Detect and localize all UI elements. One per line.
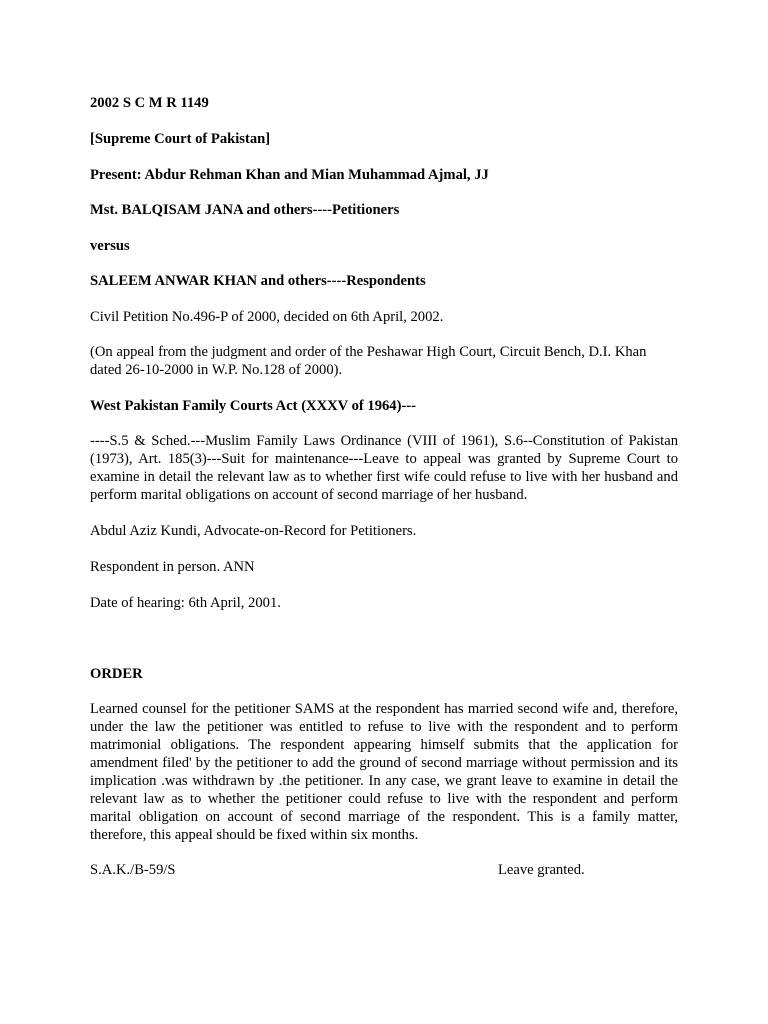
court-name: [Supreme Court of Pakistan] bbox=[90, 131, 271, 147]
order-heading: ORDER bbox=[90, 666, 143, 682]
order-result: Leave granted. bbox=[498, 862, 585, 878]
petitioners: Mst. BALQISAM JANA and others----Petitioners bbox=[90, 202, 400, 218]
appeal-info: (On appeal from the judgment and order of the Peshawar High Court, Circuit Bench, D.I. Khan dated 26-10-2000 in W.P. No.128 of 2000). bbox=[90, 344, 647, 378]
counsel: Abdul Aziz Kundi, Advocate-on-Record for Petitioners. bbox=[90, 523, 417, 539]
headnote: ----S.5 & Sched.---Muslim Family Laws Ordinance (VIII of 1961), S.6--Constitution of Pakistan (1973), Art. 185(3)---Suit for maintenance---Leave to appeal was granted by Supreme Court to examine in detail the relevant law as to whether first wife could refuse to live with her husband and perform marital obligations on account of second marriage of her husband. bbox=[90, 433, 678, 503]
hearing-date: Date of hearing: 6th April, 2001. bbox=[90, 595, 281, 611]
reference-code: S.A.K./B-59/S bbox=[90, 862, 176, 878]
versus: versus bbox=[90, 238, 130, 254]
respondents: SALEEM ANWAR KHAN and others----Respondents bbox=[90, 273, 426, 289]
order-body: Learned counsel for the petitioner SAMS at the respondent has married second wife and, therefore, under the law the petitioner was entitled to refuse to live with the respondent and to perform matrimonial obligations. The respondent appearing himself submits that the application for amendment filed' by the petitioner to add the ground of second marriage without permission and its implication .was withdrawn by .the petitioner. In any case, we grant leave to examine in detail the relevant law as to whether the petitioner could refuse to live with the respondent and perform marital obligation on account of second marriage of the respondent. This is a family matter, therefore, this appeal should be fixed within six months. bbox=[90, 701, 678, 843]
act-heading: West Pakistan Family Courts Act (XXXV of 1964)--- bbox=[90, 398, 417, 414]
citation: 2002 S C M R 1149 bbox=[90, 95, 209, 111]
respondent-in-person: Respondent in person. ANN bbox=[90, 559, 255, 575]
bench-present: Present: Abdur Rehman Khan and Mian Muhammad Ajmal, JJ bbox=[90, 167, 489, 183]
petition-info: Civil Petition No.496-P of 2000, decided on 6th April, 2002. bbox=[90, 309, 444, 325]
